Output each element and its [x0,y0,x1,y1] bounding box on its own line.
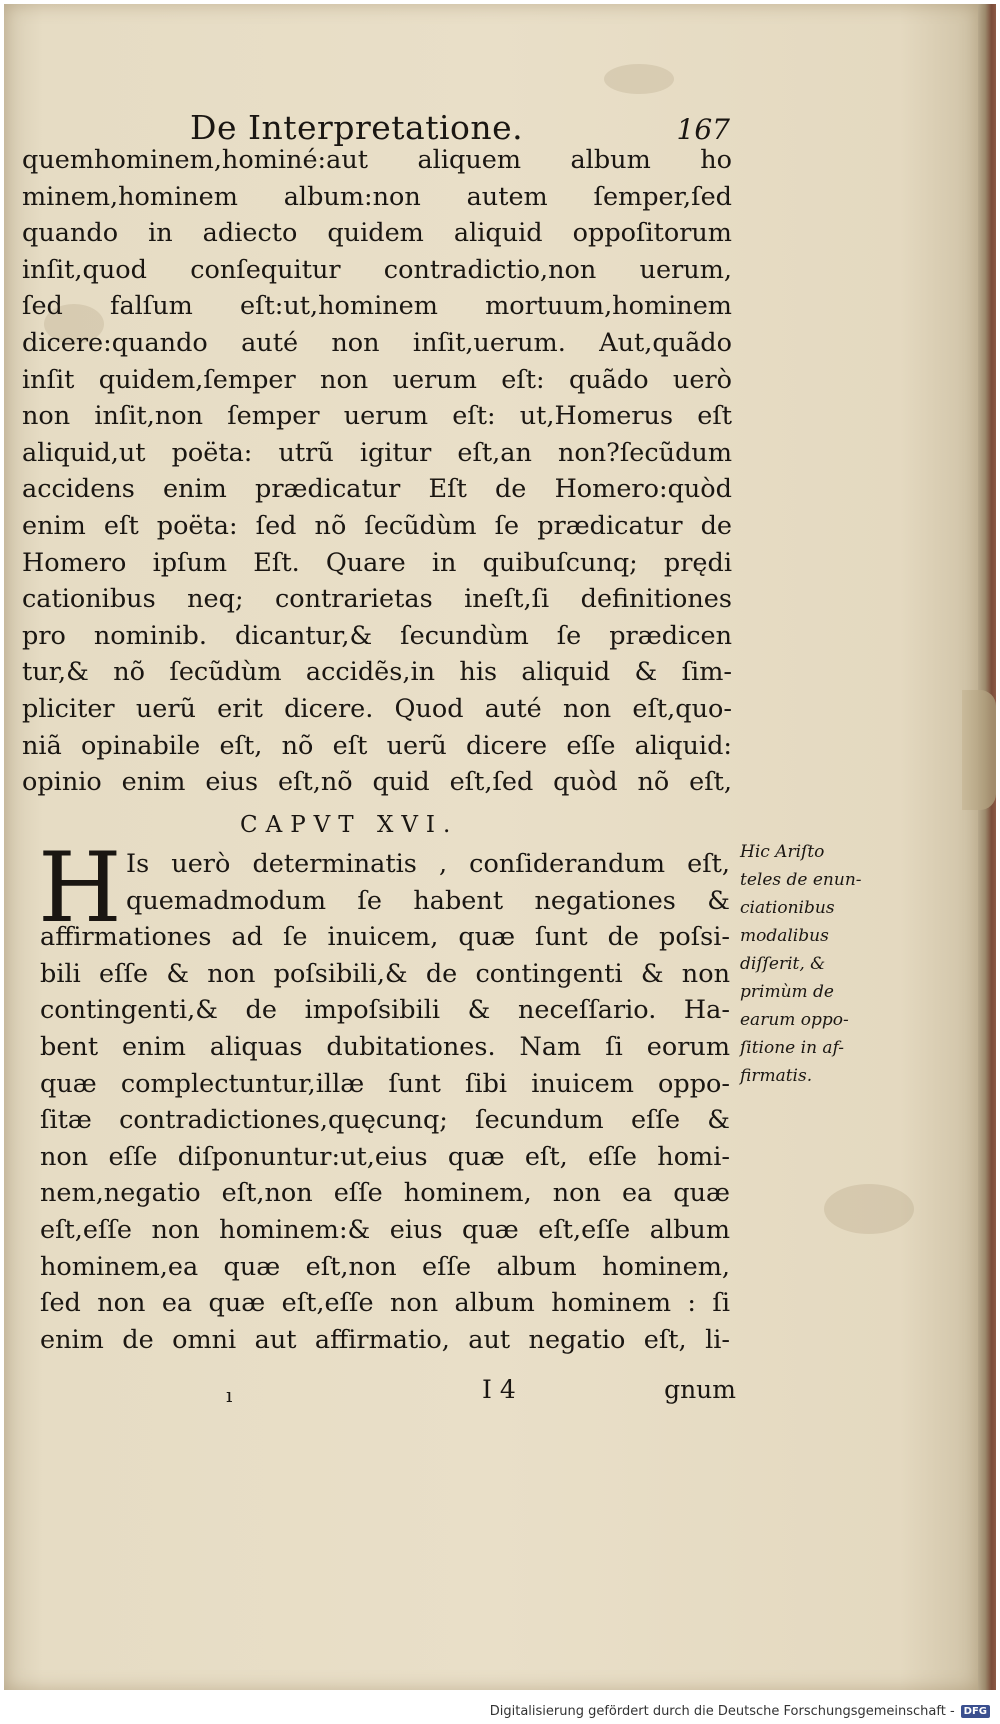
text-line: tur,& nõ ſecũdùm accidẽs,in his aliquid & ſim- [22,657,732,688]
margin-note-line: earum oppo- [740,1010,849,1030]
margin-note-line: ſitione in af- [740,1038,845,1058]
stain [604,64,674,94]
text-line: pro nominib. dicantur,& ſecundùm ſe prædicen [22,620,732,651]
text-line: pliciter uerũ erit dicere. Quod auté non eſt,quo- [22,693,732,724]
text-line: eſt,eſſe non hominem:& eius quæ eſt,eſſe album [40,1214,730,1245]
text-line: Homero ipſum Eſt. Quare in quibuſcunq; prędi [22,547,732,578]
dfg-logo-icon: DFG [961,1705,990,1718]
text-line: quemadmodum ſe habent negationes & [126,885,730,916]
book-edge [978,4,996,1690]
margin-note-line: teles de enun- [740,870,862,890]
text-line: dicere:quando auté non inſit,uerum. Aut,quãdo [22,327,732,358]
text-line: inſit,quod conſequitur contradictio,non uerum, [22,254,732,285]
text-line: non eſſe diſponuntur:ut,eius quæ eſt, eſſe homi- [40,1141,730,1172]
footer-mark: ı [226,1383,233,1407]
text-line: enim eſt poëta: ſed nõ ſecũdùm ſe prædicatur de [22,510,732,541]
text-line: opinio enim eius eſt,nõ quid eſt,ſed quòd nõ eſt, [22,767,732,798]
text-line: quæ complectuntur,illæ ſunt ſibi inuicem oppo- [40,1068,730,1099]
credit-text: Digitalisierung gefördert durch die Deutsche Forschungsgemeinschaft - [489,1703,955,1719]
margin-note-line: ciationibus [740,898,835,918]
text-line: bent enim aliquas dubitationes. Nam ſi eorum [40,1031,730,1062]
page-footer [226,1375,736,1415]
text-line: aliquid,ut poëta: utrũ igitur eſt,an non?ſecũdum [22,437,732,468]
text-line: contingenti,& de impoſsibili & neceſſario. Ha- [40,995,730,1026]
margin-note-line: Hic Ariſto [740,842,825,862]
margin-note-line: diſſerit, & [740,954,826,974]
text-line: affirmationes ad ſe inuicem, quæ ſunt de poſsi- [40,922,730,953]
page-number: 167 [676,113,730,146]
margin-note-line: firmatis. [740,1066,813,1086]
text-line: ſed falſum eſt:ut,hominem mortuum,hominem [22,291,732,322]
text-line: Is uerò determinatis , conſiderandum eſt, [126,849,730,879]
signature-mark: I 4 [482,1375,516,1404]
text-line: minem,hominem album:non autem ſemper,ſed [22,181,732,212]
catchword: gnum [664,1375,736,1404]
text-line: quemhominem,hominé:aut aliquem album ho [22,145,732,175]
body-text [22,142,732,801]
chapter-heading: CAPVT XVI. [240,812,459,838]
text-line: ſitæ contradictiones,quęcunq; ſecundum eſſe & [40,1105,730,1136]
text-line: hominem,ea quæ eſt,non eſſe album hominem, [40,1251,730,1282]
digitization-credit [489,1700,990,1722]
running-title: De Interpretatione. [190,108,524,147]
text-line: niã opinabile eſt, nõ eſt uerũ dicere eſſe aliquid: [22,730,732,761]
text-line: inſit quidem,ſemper non uerum eſt: quãdo uerò [22,364,732,395]
text-line: nem,negatio eſt,non eſſe hominem, non ea quæ [40,1178,730,1209]
text-line: cationibus neq; contrarietas ineſt,ſi definitiones [22,584,732,615]
text-line: bili eſſe & non poſsibili,& de contingenti & non [40,958,730,989]
margin-note-line: modalibus [740,926,829,946]
margin-note [740,838,870,1090]
margin-note-line: primùm de [740,982,834,1002]
stain [824,1184,914,1234]
drop-cap: H [38,832,122,944]
chapter-text [38,832,730,1358]
text-line: enim de omni aut affirmatio, aut negatio eſt, li- [40,1324,730,1355]
text-line: non inſit,non ſemper uerum eſt: ut,Homerus eſt [22,401,732,432]
text-line: ſed non ea quæ eſt,eſſe non album hominem : ſi [40,1288,730,1319]
page-tab [962,690,996,810]
text-line: quando in adiecto quidem aliquid oppoſitorum [22,218,732,249]
text-line: accidens enim prædicatur Eſt de Homero:quòd [22,474,732,505]
